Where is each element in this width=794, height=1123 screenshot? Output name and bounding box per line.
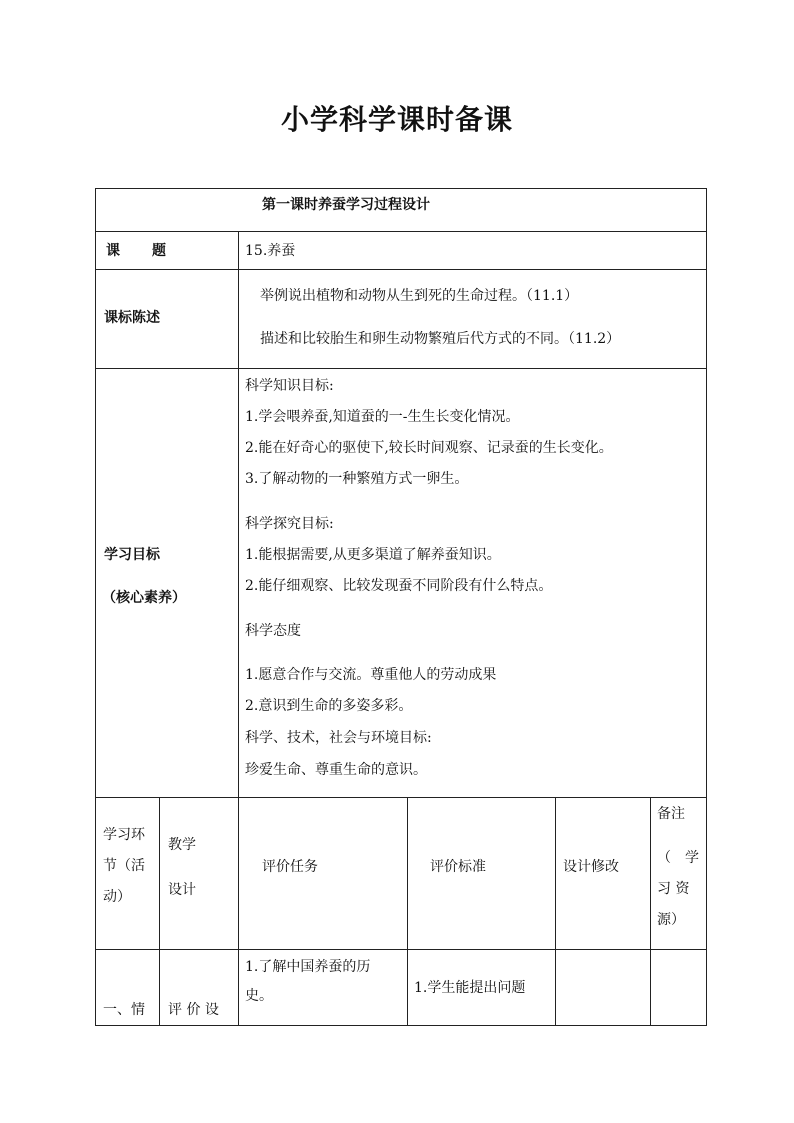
row1-col1: 一、情: [103, 1002, 145, 1018]
objectives-sublabel: （核心素养）: [102, 590, 186, 606]
table-header-row: 第一课时养蚕学习过程设计: [262, 197, 430, 213]
row1-col3-line-2: 史。: [245, 988, 273, 1004]
page-title: 小学科学课时备课: [280, 103, 513, 136]
knowledge-item-2: 2.能在好奇心的驱使下,较长时间观察、记录蚕的生长变化。: [245, 440, 613, 456]
col3-header: 评价任务: [262, 859, 318, 875]
inquiry-heading: 科学探究目标:: [245, 516, 334, 532]
col6-header-line-1: 备注: [657, 806, 685, 822]
objectives-label: 学习目标: [104, 547, 160, 563]
col6-header-line-3: 习 资: [657, 881, 690, 897]
col5-header: 设计修改: [563, 859, 619, 875]
col1-header-line-1: 学习环: [103, 827, 145, 843]
knowledge-item-3: 3.了解动物的一种繁殖方式一卵生。: [245, 471, 469, 487]
col6-header-line-4: 源）: [657, 912, 685, 928]
topic-label-b: 题: [152, 243, 166, 259]
attitude-item-1: 1.愿意合作与交流。尊重他人的劳动成果: [245, 667, 497, 683]
col1-header-line-2: 节（活: [103, 858, 145, 874]
knowledge-heading: 科学知识目标:: [245, 378, 334, 394]
col2-header-line-1: 教学: [168, 837, 196, 853]
attitude-item-2: 2.意识到生命的多姿多彩。: [245, 698, 413, 714]
col1-header-line-3: 动）: [103, 889, 131, 905]
sts-item-1: 珍爱生命、尊重生命的意识。: [245, 762, 427, 778]
row1-col4: 1.学生能提出问题: [414, 980, 526, 996]
sts-heading: 科学、技术，社会与环境目标:: [245, 730, 432, 746]
inquiry-item-1: 1.能根据需要,从更多渠道了解养蚕知识。: [245, 547, 501, 563]
row1-col2: 评 价 设: [168, 1002, 219, 1018]
attitude-heading: 科学态度: [245, 623, 301, 639]
standards-line-2: 描述和比较胎生和卵生动物繁殖后代方式的不同。（11.2）: [260, 331, 621, 347]
row1-col3-line-1: 1.了解中国养蚕的历: [245, 959, 371, 975]
topic-value: 15.养蚕: [245, 243, 296, 259]
standards-label: 课标陈述: [104, 310, 160, 326]
knowledge-item-1: 1.学会喂养蚕,知道蚕的一-生生长变化情况。: [245, 409, 520, 425]
col2-header-line-2: 设计: [168, 882, 196, 898]
inquiry-item-2: 2.能仔细观察、比较发现蚕不同阶段有什么特点。: [245, 578, 553, 594]
topic-label-a: 课: [106, 243, 120, 259]
col6-header-line-2: （ 学: [657, 850, 699, 866]
standards-line-1: 举例说出植物和动物从生到死的生命过程。（11.1）: [260, 288, 579, 304]
col4-header: 评价标准: [430, 859, 486, 875]
